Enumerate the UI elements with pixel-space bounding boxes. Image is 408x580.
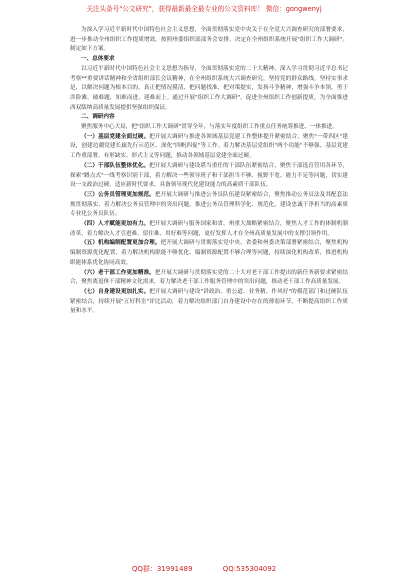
paragraph bbox=[70, 220, 348, 239]
paragraph-text: 把开展大调研与贯彻落实党的二十大对老干部工作提出的新任务新要求紧密结合，聚焦离退休干部精神文化需求，着力解决老干部工作服务管理中的突出问题，推动老干部工作高质量发展。 bbox=[70, 269, 348, 286]
footer bbox=[0, 564, 408, 574]
footer-qq-group[interactable]: QQ群：31991489 bbox=[131, 565, 193, 573]
paragraph-lead: （六）老干部工作更加精准。 bbox=[81, 269, 155, 276]
document-body bbox=[70, 26, 348, 317]
top-banner[interactable]: 关注头条号"公文研究"，获得最新最全最专业的公文资料库！ 微信：gongwenyj bbox=[86, 5, 322, 13]
paragraph-lead: （四）人才赋能更加有力。 bbox=[81, 221, 150, 228]
paragraph: 聚焦服务中心大局，把"组织工作大调研"贯穿全年，与落实年度组织工作重点任务统筹推进、一体推进。 bbox=[81, 124, 338, 131]
paragraph-text: 把开展大调研与贯彻落实党中央、省委和州委决策部署紧密结合，聚焦机构编制资源优化配置，着力解决机构职能不够优化、编制资源配置不够合理等问题，持续深化机构改革，推进机构职能体系优化协同高效。 bbox=[70, 240, 348, 266]
paragraph: 以习近平新时代中国特色社会主义思想为指导，全面贯彻落实党的二十大精神，深入学习贯彻习近平总书记考察**重要讲话精神和全省组织部长会议精神，在全州组织系统大兴调查研究，坚持党的群众路线，坚持实事求是，以解决问题为根本目的，真正把情况摸清、把问题找准、把对策提实，发扬斗争精神，增强斗争本领，勇于涉险滩、破难题，知难而进、迎难而上。通过开展"组织工作大调研"，促进全州组织工作创新提质，为全面推进西双版纳高质量发展提供坚强组织保证。 bbox=[70, 65, 348, 111]
paragraph-text: 把开展大调研与推进公务员队伍建设紧密结合，聚焦推动公务员法及其配套法规贯彻落实，着力解决公务员管理中的突出问题，推进公务员管理科学化、规范化，建设忠诚干净担当的高素质专业化公务员队伍。 bbox=[70, 191, 348, 218]
paragraph: 为深入学习近平新时代中国特色社会主义思想，全面贯彻落实党中央关于在全党大兴调查研究的部署要求，进一步推动全州组织工作提质增效。按照州委组织部部务会安排，决定在全州组织系统开展"组织工作大调研"。制定如下方案。 bbox=[70, 27, 348, 53]
footer-qq[interactable]: QQ:535304092 bbox=[222, 565, 277, 573]
paragraph bbox=[70, 288, 348, 317]
paragraph-lead: （三）公务员管理更加规范。 bbox=[81, 191, 155, 198]
section-heading: 二、调研内容 bbox=[81, 114, 115, 121]
paragraph bbox=[70, 162, 348, 191]
paragraph-text: 把开展大调研与建设堪当重任的干部队伍紧密结合，聚焦干部选育管用各环节，探索"蹲点式"一线考察识别干部，着力解决一些领导班子和干部担当不够、视野不宽、能力不足等问题，切实建设一支政治过硬、适应新时代要求、具备领导现代化建设能力的高素质干部队伍。 bbox=[70, 162, 348, 189]
paragraph-text: 把开展大调研与建设"讲政治、重公道、业务精、作风好"的模范部门和过硬队伍紧密结合，持续开展"五好科室"评比活动，着力解决组织部门自身建设中存在的薄弱环节，不断提高组织工作质量和水平。 bbox=[70, 288, 348, 315]
paragraph bbox=[70, 239, 348, 268]
paragraph-lead: （一）基层党建全面过硬。 bbox=[81, 133, 150, 140]
paragraph-lead: （五）机构编制配置更加合理。 bbox=[81, 240, 161, 247]
paragraph-lead: （七）自身建设更加扎实。 bbox=[81, 288, 150, 295]
paragraph-text: 把开展大调研与服务国家和省、州重大战略紧密结合，聚焦人才工作的体制机制改革，着力解决人才引进难、留住难、用好难等问题，更好发挥人才在全州高质量发展中的支撑引领作用。 bbox=[70, 221, 348, 237]
paragraph-lead: （二）干部队伍整体优化。 bbox=[81, 162, 150, 169]
paragraph bbox=[70, 191, 348, 220]
section-heading: 一、总体要求 bbox=[81, 56, 115, 63]
paragraph bbox=[70, 133, 348, 162]
paragraph bbox=[70, 269, 348, 288]
paragraph-text: 把开展大调研与推进各领域基层党建工作整体提升紧密结合，聚焦"一带四区"建设，创建边疆党建长廊先行示范区、深化"四帆四促"等工作。着力解决基层党组织"两个功能"不够强、基层党建工作重部署、有形缺实、形式主义等问题，推动各领域基层党建全面过硬。 bbox=[70, 133, 348, 160]
